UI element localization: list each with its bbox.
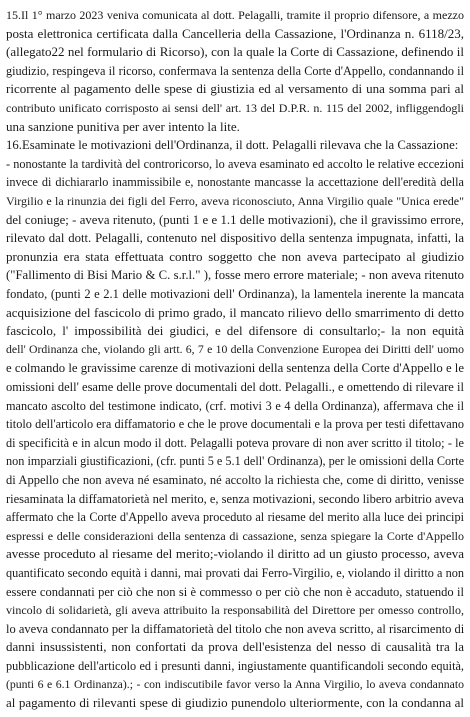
text-line: danni insussistenti, non confortati da prova dell'esistenza del nesso di causalità tra la xyxy=(6,639,464,655)
text-line: giudizio, respingeva il ricorso, confermava la sentenza della Corte d'Appello, condannando il xyxy=(6,63,464,78)
text-line: affermato che la Corte d'Appello aveva proceduto al riesame del merito alla luce dei principi xyxy=(6,510,464,525)
text-line: mancato ascolto del testimone indicato, (crf. motivi 3 e 4 della Ordinanza), affermava che il xyxy=(6,398,464,413)
text-line: Virgilio e la rinunzia dei figli del Ferro, aveva riconosciuto, Anna Virgilio quale "Unica erede" xyxy=(6,194,464,208)
text-line: e colmando le gravissime carenze di motivazioni della sentenza della Corte d'Appello e le xyxy=(6,361,464,376)
text-line: ricorrente al pagamento delle spese di giustizia ed al versamento di una somma pari al xyxy=(6,81,464,97)
text-line: fascicolo, l' impossibilità dei giudici, e del difensore di consultarlo;- la non equità xyxy=(6,323,464,339)
text-line: essere condannati per ciò che non si è commesso o per ciò che non è accaduto, statuendo il xyxy=(6,584,464,599)
section-heading: 16.Esaminate le motivazioni dell'Ordinanza, il dott. Pelagalli rilevava che la Cassazione: xyxy=(6,138,459,153)
text-line: vincolo di solidarietà, gli aveva attribuito la responsabilità del Direttore per omesso controllo, xyxy=(6,603,464,618)
text-line: pronunzia era stata effettuata contro soggetto che non aveva partecipato al giudizio xyxy=(6,248,464,264)
text-line: avesse proceduto al riesame del merito;-violando il diritto ad un giusto processo, aveva xyxy=(6,546,464,562)
text-line: (allegato22 nel formulario di Ricorso), con la quale la Corte di Cassazione, definendo il xyxy=(6,44,464,60)
text-line: al pagamento di rilevanti spese di giudizio punendolo ulteriormente, con la condanna al xyxy=(6,695,464,711)
text-line: quantificato secondo equità i danni, mai provati dai Ferro-Virgilio, e, violando il diritto a non xyxy=(6,566,464,580)
text-line: non imparziali giustificazioni, (cfr. punti 5 e 5.1 dell' Ordinanza), per le omissioni della Corte xyxy=(6,454,464,469)
text-line: dell' Ordinanza che, violando gli artt. 6, 7 e 10 della Convenzione Europea dei Diritti dell' uomo xyxy=(6,342,464,356)
text-line: di Appello che non aveva né esaminato, né accolto la richiesta che, come di diritto, venisse xyxy=(6,473,464,487)
text-line: contributo unificato corrisposto ai sensi dell' art. 13 del D.P.R. n. 115 del 2002, infliggendogli xyxy=(6,101,464,115)
text-line: fondato, (punti 2 e 2.1 delle motivazioni dell' Ordinanza), la lamentela inerente la mancata xyxy=(6,287,464,301)
text-line: pubblicazione dell'articolo ed i presunti danni, ingiustamente quantificandoli secondo equità, xyxy=(6,659,464,673)
text-line: (punti 6 e 6.1 Ordinanza).; - con indiscutibile favor verso la Anna Virgilio, lo aveva condannato xyxy=(6,677,464,691)
text-line: lo aveva condannato per la diffamatorietà del titolo che non aveva scritto, al risarcimento di xyxy=(6,621,464,636)
text-line: invece di dichiararlo inammissibile e, nonostante mancasse la accettazione dell'eredità della xyxy=(6,175,464,190)
text-line: 15.Il 1° marzo 2023 veniva comunicata al dott. Pelagalli, tramite il proprio difensore, a mezzo xyxy=(6,8,464,22)
text-line: una sanzione punitiva per aver intento la lite. xyxy=(6,118,240,134)
text-line: titolo dell'articolo era diffamatorio e che le prove documentali e la prova per testi difettavano xyxy=(6,417,464,432)
text-line: acquisizione del fascicolo di primo grado, il mancato rilievo dello smarrimento di detto xyxy=(6,304,464,320)
text-line: omissioni dell' esame delle prove documentali del dott. Pelagalli., e omettendo di rilevare il xyxy=(6,380,464,394)
text-line: del coniuge; - aveva ritenuto, (punti 1 e e 1.1 delle motivazioni), che il gravissimo errore, xyxy=(6,212,464,227)
text-line: di specificità e in alcun modo il dott. Pelagalli poteva provare di non aver scritto il titolo; - le xyxy=(6,435,464,450)
text-line: ("Fallimento di Bisi Mario & C. s.r.l." ), fosse mero errore materiale; - non aveva ritenuto xyxy=(6,268,464,283)
text-line: riesaminata la diffamatorietà nel merito, e, senza motivazioni, secondo libero arbitrio aveva xyxy=(6,491,464,506)
text-line: espressi e delle considerazioni della sentenza di cassazione, senza spiegare la Corte d'Appello xyxy=(6,528,464,543)
text-line: - nonostante la tardività del controricorso, lo aveva esaminato ed accolto le relative eccezioni xyxy=(6,156,464,171)
text-line: rilevato dal dott. Pelagalli, contenuto nel dispositivo della sentenza impugnata, infatti, la xyxy=(6,231,464,246)
text-line: posta elettronica certificata dalla Cancelleria della Cassazione, l'Ordinanza n. 6118/23, xyxy=(6,25,464,41)
